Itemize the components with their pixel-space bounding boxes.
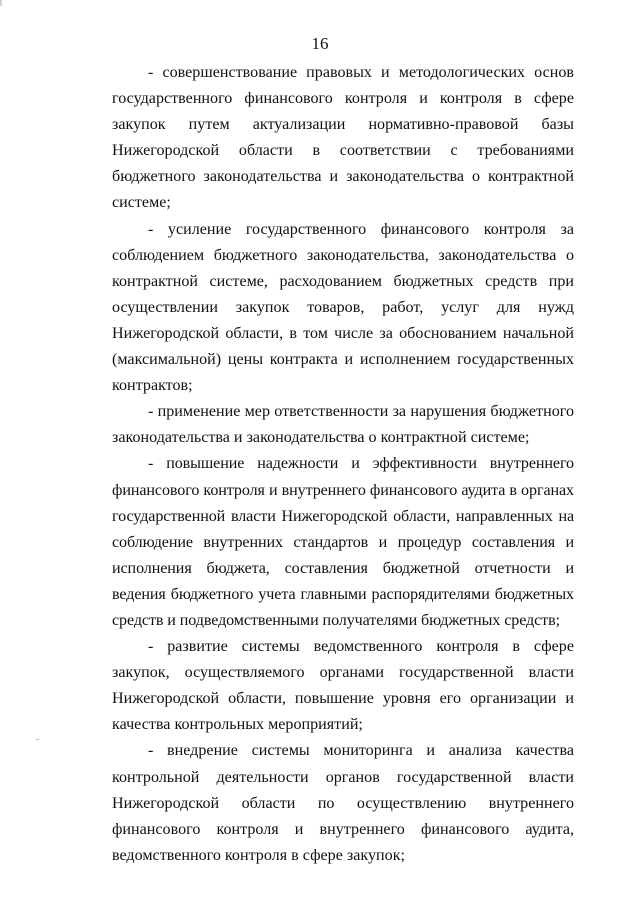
list-item: - совершенствование правовых и методологических основ государственного финансового контроля и контроля в сфере закупок путем актуализации нормативно-правовой базы Нижегородской области в соответствии с требованиями бюджетного законодательства и законодательства о контрактной системе;	[112, 64, 574, 212]
list-item: - применение мер ответственности за нарушения бюджетного законодательства и законодательства о контрактной системе;	[112, 403, 574, 447]
page-number: 16	[311, 34, 329, 53]
scan-artifact	[36, 739, 39, 740]
document-body	[112, 60, 574, 869]
scan-corner-mark	[0, 0, 2, 6]
list-item: - внедрение системы мониторинга и анализа качества контрольной деятельности органов государственной власти Нижегородской области по осуществлению внутреннего финансового контроля и внутреннего финансового аудита, ведомственного контроля в сфере закупок;	[112, 742, 574, 864]
list-item: - повышение надежности и эффективности внутреннего финансового контроля и внутреннего финансового аудита в органах государственной власти Нижегородской области, направленных на соблюдение внутренних стандартов и процедур составления и исполнения бюджета, составления бюджетной отчетности и ведения бюджетного учета главными распорядителями бюджетных средств и подведомственными получателями бюджетных средств;	[112, 455, 574, 629]
list-item: - усиление государственного финансового контроля за соблюдением бюджетного законодательства, законодательства о контрактной системе, расходованием бюджетных средств при осуществлении закупок товаров, работ, услуг для нужд Нижегородской области, в том числе за обоснованием начальной (максимальной) цены контракта и исполнением государственных контрактов;	[112, 220, 574, 395]
list-item: - развитие системы ведомственного контроля в сфере закупок, осуществляемого органами государственной власти Нижегородской области, повышение уровня его организации и качества контрольных мероприятий;	[112, 638, 574, 734]
